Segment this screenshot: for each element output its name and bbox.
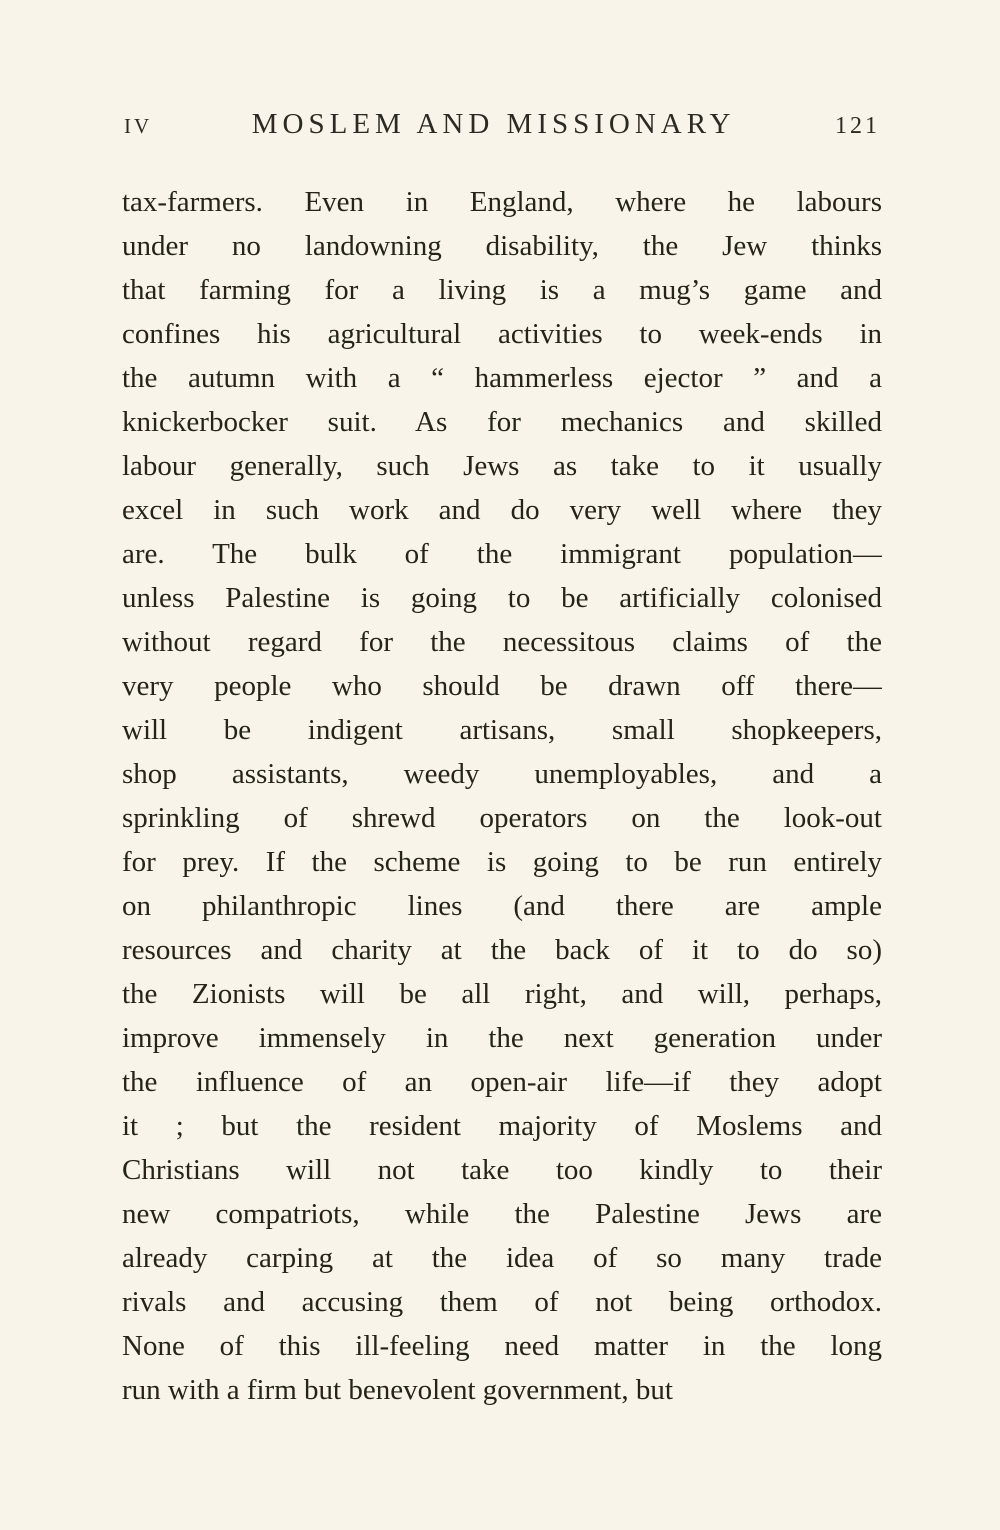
text-line: resources and charity at the back of it to do so) bbox=[122, 934, 882, 966]
text-line: labour generally, such Jews as take to it usually bbox=[122, 450, 882, 482]
chapter-folio: IV bbox=[124, 114, 153, 138]
text-line: on philanthropic lines (and there are ample bbox=[122, 890, 882, 922]
text-line: very people who should be drawn off there— bbox=[122, 670, 882, 702]
page-header bbox=[124, 108, 880, 141]
text-line: without regard for the necessitous claims of the bbox=[122, 626, 882, 658]
text-line: run with a firm but benevolent government, but bbox=[122, 1374, 673, 1406]
page-number: 121 bbox=[835, 113, 880, 139]
text-line: sprinkling of shrewd operators on the look-out bbox=[122, 802, 882, 834]
text-line: Christians will not take too kindly to their bbox=[122, 1154, 882, 1186]
text-line: new compatriots, while the Palestine Jews are bbox=[122, 1198, 882, 1230]
text-line: will be indigent artisans, small shopkeepers, bbox=[122, 714, 882, 746]
text-line: shop assistants, weedy unemployables, and a bbox=[122, 758, 882, 790]
text-line: tax-farmers. Even in England, where he labours bbox=[122, 186, 882, 218]
text-line: improve immensely in the next generation under bbox=[122, 1022, 882, 1054]
text-line: are. The bulk of the immigrant population— bbox=[122, 538, 882, 570]
text-line: excel in such work and do very well where they bbox=[122, 494, 882, 526]
text-line: already carping at the idea of so many trade bbox=[122, 1242, 882, 1274]
text-line: for prey. If the scheme is going to be run entirely bbox=[122, 846, 882, 878]
text-line: unless Palestine is going to be artificially colonised bbox=[122, 582, 882, 614]
running-title: MOSLEM AND MISSIONARY bbox=[251, 108, 736, 140]
body-text bbox=[122, 180, 882, 1412]
text-line: it ; but the resident majority of Moslems and bbox=[122, 1110, 882, 1142]
text-line: knickerbocker suit. As for mechanics and skilled bbox=[122, 406, 882, 438]
text-line: rivals and accusing them of not being orthodox. bbox=[122, 1286, 882, 1318]
text-line: None of this ill-feeling need matter in the long bbox=[122, 1330, 882, 1362]
text-line: the Zionists will be all right, and will, perhaps, bbox=[122, 978, 882, 1010]
text-line: confines his agricultural activities to week-ends in bbox=[122, 318, 882, 350]
text-line: the influence of an open-air life—if they adopt bbox=[122, 1066, 882, 1098]
text-line: that farming for a living is a mug’s game and bbox=[122, 274, 882, 306]
text-line: under no landowning disability, the Jew thinks bbox=[122, 230, 882, 262]
text-line: the autumn with a “ hammerless ejector ” and a bbox=[122, 362, 882, 394]
